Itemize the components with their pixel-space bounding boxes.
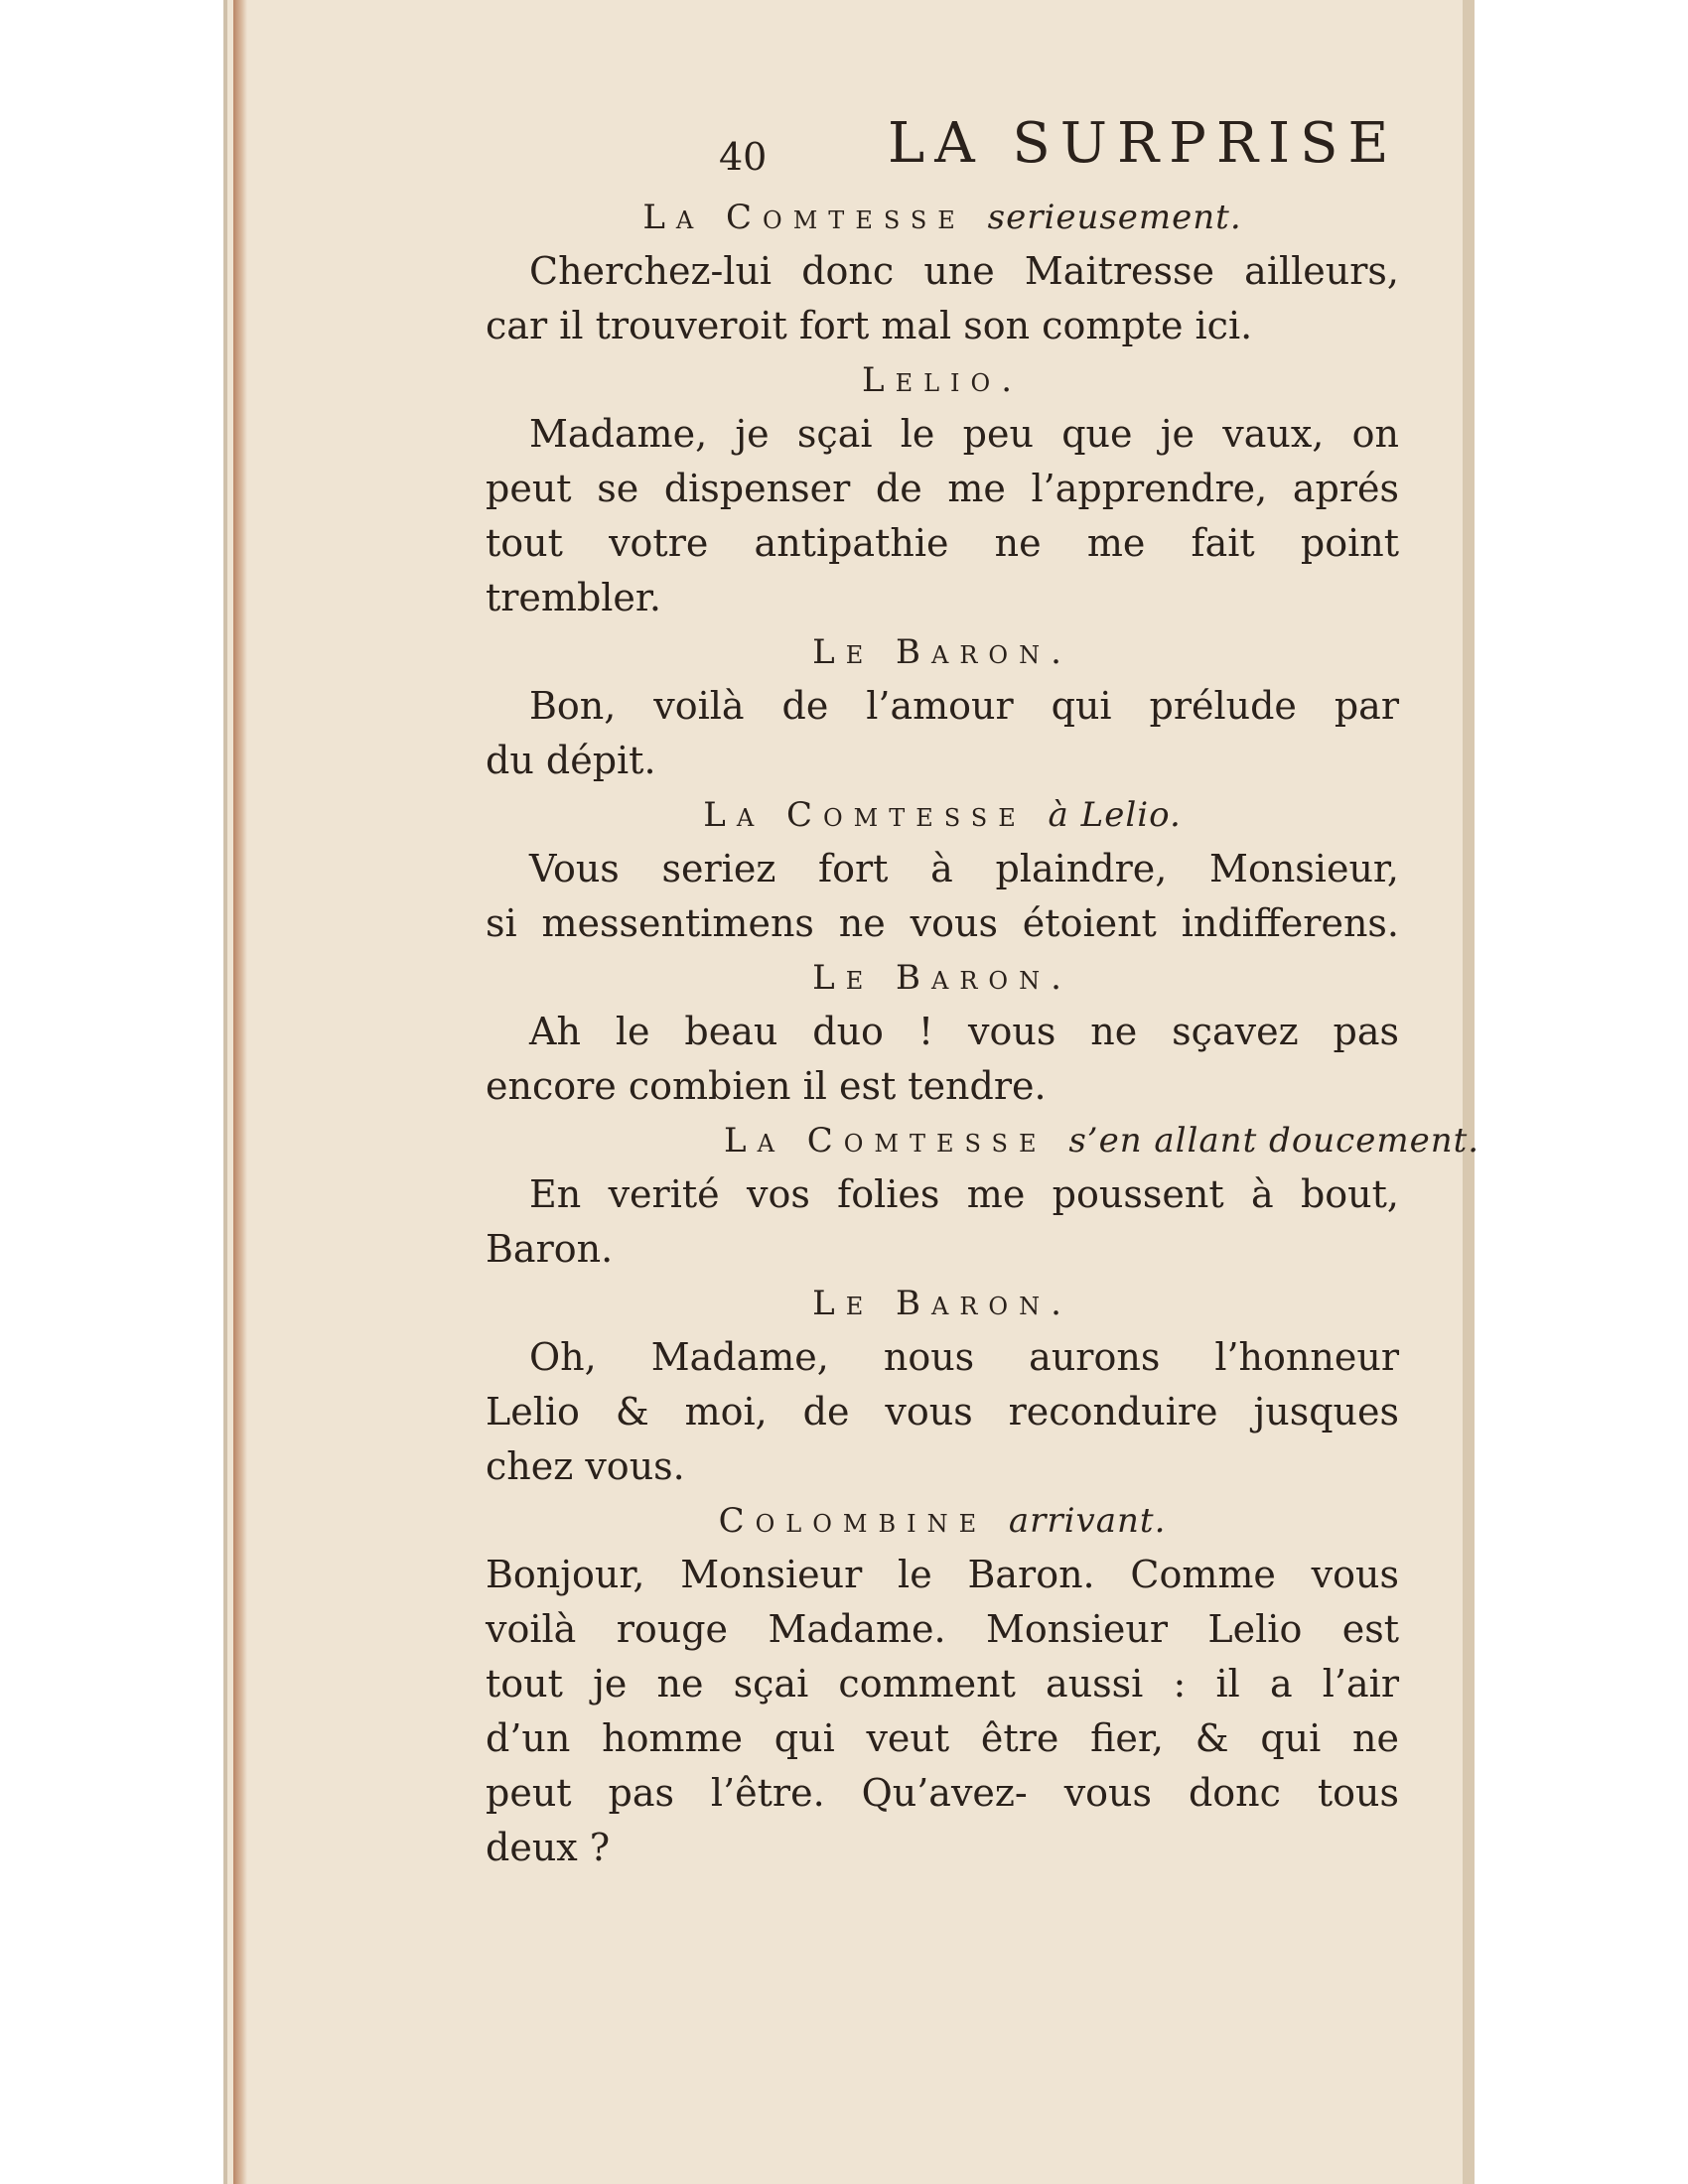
speaker-name: Colombine	[718, 1501, 988, 1541]
text-line: tout votre antipathie ne me fait point	[486, 521, 1399, 565]
speaker-name: Lelio.	[862, 360, 1023, 400]
speech	[486, 407, 1399, 625]
speech	[486, 1167, 1399, 1277]
text-line: Vous seriez fort à plaindre, Monsieur,	[529, 847, 1399, 890]
running-title: LA SURPRISE	[888, 111, 1399, 176]
text-line: chez vous.	[486, 1444, 685, 1488]
stage-direction: à Lelio.	[1048, 795, 1182, 835]
speaker-heading	[486, 1114, 1480, 1167]
text-line: d’un homme qui veut être fier, & qui ne	[486, 1716, 1399, 1760]
speech	[486, 1005, 1399, 1114]
speech	[486, 1548, 1399, 1875]
speaker-name: La Comtesse	[703, 795, 1027, 835]
text-line: peut se dispenser de me l’apprendre, aprés	[486, 467, 1399, 510]
speaker-heading	[486, 1277, 1399, 1330]
text-line: si messentimens ne vous étoient indifferens.	[486, 901, 1399, 945]
text-line: voilà rouge Madame. Monsieur Lelio est	[486, 1607, 1399, 1651]
text-line: En verité vos folies me poussent à bout,	[529, 1172, 1399, 1216]
speech	[486, 679, 1399, 788]
text-line: Lelio & moi, de vous reconduire jusques	[486, 1390, 1399, 1433]
text-block	[486, 111, 1480, 1875]
stage-direction: arrivant.	[1008, 1501, 1167, 1541]
text-line: Ah le beau duo ! vous ne sçavez pas	[529, 1010, 1399, 1053]
speaker-name: Le Baron.	[812, 958, 1072, 998]
speaker-heading	[486, 191, 1399, 244]
page-number: 40	[719, 135, 768, 179]
text-line: peut pas l’être. Qu’avez- vous donc tous	[486, 1771, 1399, 1815]
speaker-heading	[486, 1494, 1399, 1548]
speaker-heading	[486, 951, 1399, 1005]
speaker-name: Le Baron.	[812, 1284, 1072, 1323]
speaker-heading	[486, 625, 1399, 679]
running-head	[486, 111, 1399, 191]
speaker-name: La Comtesse	[642, 198, 966, 237]
book-page	[223, 0, 1480, 2184]
speech	[486, 842, 1399, 951]
text-line: Bonjour, Monsieur le Baron. Comme vous	[486, 1553, 1399, 1596]
speaker-name: La Comtesse	[724, 1121, 1048, 1160]
text-line: Bon, voilà de l’amour qui prélude par	[529, 684, 1399, 728]
stage-direction: s’en allant doucement.	[1068, 1121, 1480, 1160]
text-line: Baron.	[486, 1227, 614, 1271]
speaker-name: Le Baron.	[812, 632, 1072, 672]
text-line: deux ?	[486, 1826, 611, 1869]
speaker-heading	[486, 353, 1399, 407]
text-line: Madame, je sçai le peu que je vaux, on	[529, 412, 1399, 456]
text-line: trembler.	[486, 576, 661, 619]
text-line: Oh, Madame, nous aurons l’honneur	[529, 1335, 1399, 1379]
text-line: car il trouveroit fort mal son compte ici.	[486, 304, 1253, 347]
text-line: tout je ne sçai comment aussi : il a l’air	[486, 1662, 1399, 1706]
text-line: du dépit.	[486, 739, 656, 782]
speech	[486, 244, 1399, 353]
text-line: encore combien il est tendre.	[486, 1064, 1047, 1108]
text-line: Cherchez-lui donc une Maitresse ailleurs,	[529, 249, 1399, 293]
speaker-heading	[486, 788, 1399, 842]
stage-direction: serieusement.	[987, 198, 1242, 237]
speech	[486, 1330, 1399, 1494]
